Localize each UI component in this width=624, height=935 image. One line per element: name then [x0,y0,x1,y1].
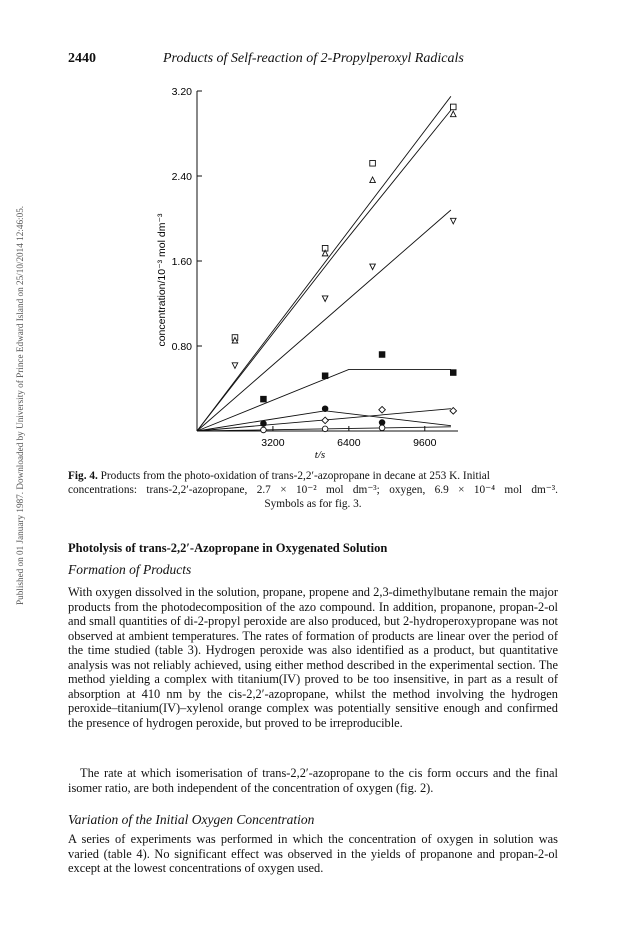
y-axis-label: concentration/10⁻³ mol dm⁻³ [156,213,168,347]
diamond-marker [450,408,457,415]
square-filled-marker [450,370,456,376]
caption-line-3: Symbols as for fig. 3. [264,498,362,510]
y-tick-label: 2.40 [171,171,192,183]
fit-line [197,96,451,431]
circle-open-marker [261,427,267,433]
square-open-marker [370,160,376,166]
y-tick-label: 1.60 [171,256,192,268]
publication-notice-text: Published on 01 January 1987. Downloaded by University of Prince Edward Island on 25/10/2014 12:46:05. [15,205,25,605]
fit-line [197,210,451,431]
x-axis-label: t/s [314,449,326,461]
caption-line-2: concentrations: trans-2,2′-azopropane, 2.7 × 10⁻² mol dm⁻³; oxygen, 6.9 × 10⁻⁴ mol dm⁻³. [68,484,558,496]
circle-filled-marker [379,420,385,426]
section-heading: Photolysis of trans-2,2′-Azopropane in Oxygenated Solution [68,541,388,555]
circle-open-marker [322,426,328,432]
square-filled-marker [261,396,267,402]
circle-open-marker [379,425,385,431]
subheading-variation: Variation of the Initial Oxygen Concentration [68,812,315,827]
x-tick-label: 6400 [337,437,361,449]
caption-line-1: Products from the photo-oxidation of trans-2,2′-azopropane in decane at 253 K. Initial [97,470,490,482]
triangle-down-marker [232,363,238,369]
diamond-marker [379,406,386,413]
triangle-up-marker [370,177,376,183]
data-points [232,104,456,433]
running-title: Products of Self-reaction of 2-Propylperoxyl Radicals [163,51,464,66]
triangle-down-marker [322,296,328,302]
subheading-formation: Formation of Products [68,562,192,577]
y-tick-label: 0.80 [171,341,192,353]
figure-caption [68,469,558,511]
diamond-marker [322,417,329,424]
triangle-down-marker [370,264,376,270]
circle-filled-marker [322,406,328,412]
fit-lines [197,96,451,431]
y-tick-label: 3.20 [171,86,192,98]
tick-labels [172,86,437,449]
square-open-marker [450,104,456,110]
square-filled-marker [379,352,385,358]
x-tick-label: 3200 [261,437,285,449]
fit-line [197,110,451,431]
square-filled-marker [322,373,328,379]
paragraph-formation: With oxygen dissolved in the solution, propane, propene and 2,3-dimethylbutane remain the major products from the photodecomposition of the azo compound. In addition, propanone, propan-2-ol and small quantities of di-2-propyl peroxide are also produced, but 2-hydroperoxypropane was not observed at ambient temperatures. The rates of formation of products are linear over the period of the time studied (table 3). Hydrogen peroxide was also identified as a product, but quantitative analysis was not reliably achieved, using either method described in the experimental section. The method yielding a complex with titanium(IV) proved to be too insensitive, in part as a result of absorption at 410 nm by the cis-2,2′-azopropane, whilst the method involving the hydrogen peroxide–titanium(IV)–xylenol orange complex was potentially sensitive enough and confirmed the presence of hydrogen peroxide, but proved to be irreproducible. [68,585,558,730]
triangle-down-marker [450,218,456,224]
triangle-up-marker [450,111,456,117]
x-tick-label: 9600 [413,437,437,449]
page-number: 2440 [68,51,96,66]
circle-filled-marker [261,421,267,427]
caption-label: Fig. 4. [68,470,98,482]
paragraph-isomerisation: The rate at which isomerisation of trans-2,2′-azopropane to the cis form occurs and the final isomer ratio, are both independent of the concentration of oxygen (fig. 2). [68,766,558,795]
paragraph-variation: A series of experiments was performed in which the concentration of oxygen in solution was varied (table 4). No significant effect was observed in the yields of propanone and propan-2-ol except at the lowest concentrations of oxygen used. [68,832,558,875]
